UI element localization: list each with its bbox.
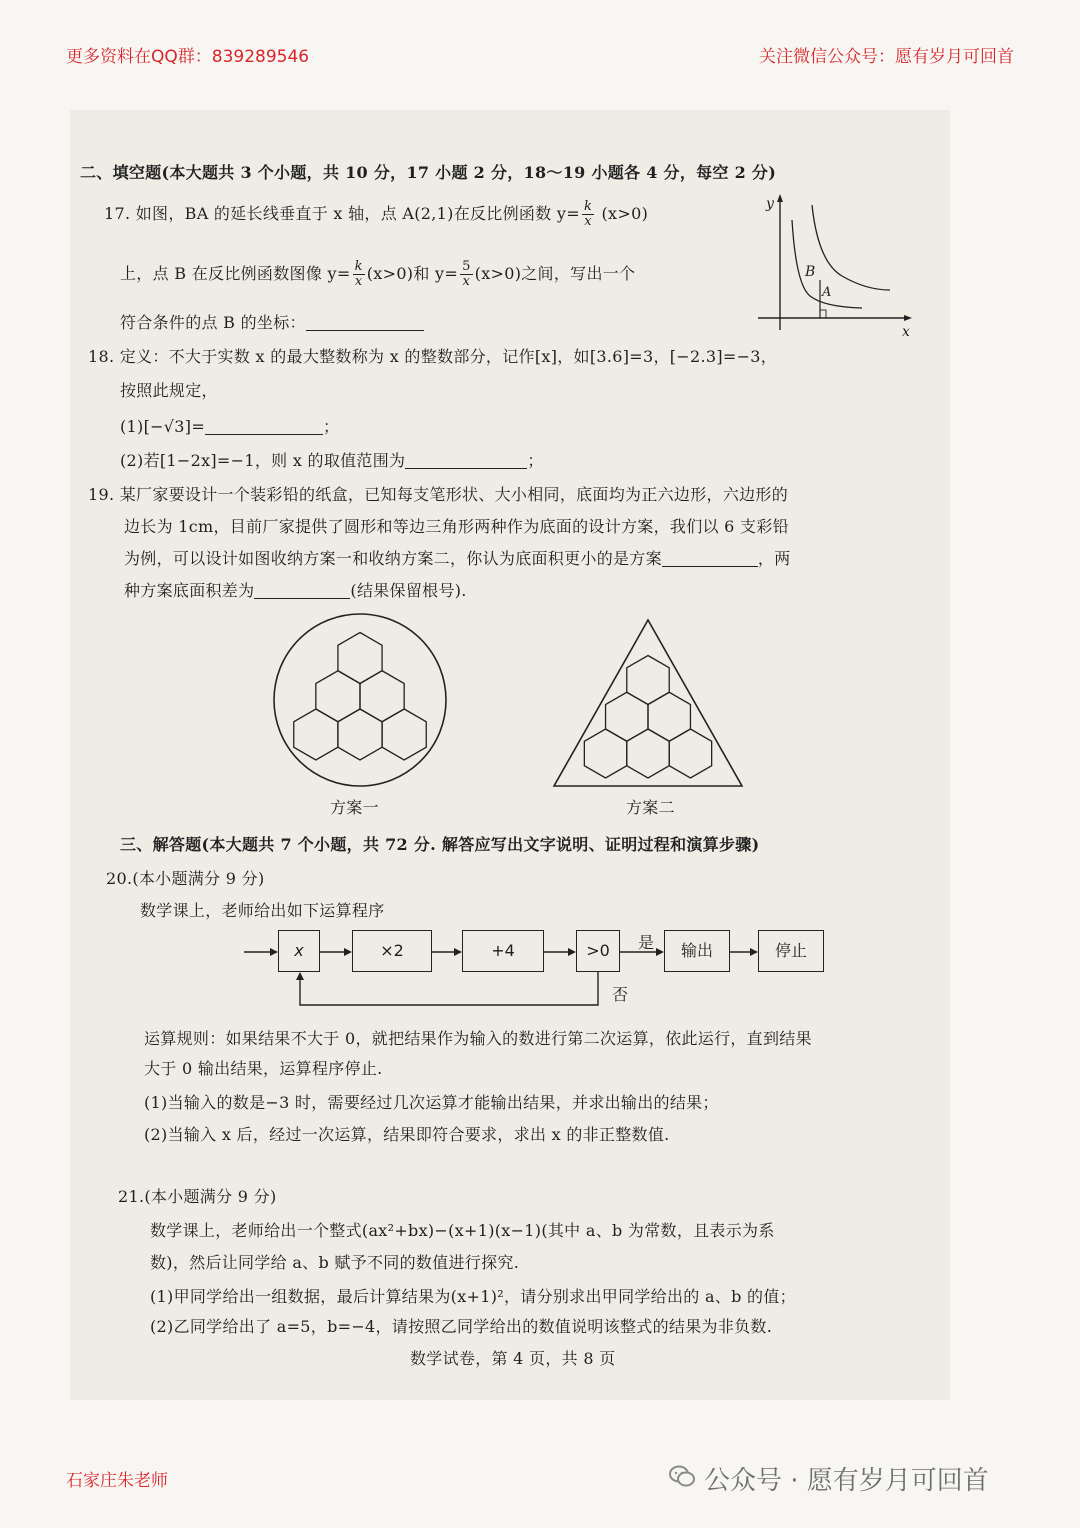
- frac-den: x: [354, 274, 363, 289]
- arrow-5-6-head: [750, 948, 758, 956]
- scheme2-figure: [552, 618, 744, 790]
- flow-box-input: x: [278, 930, 320, 972]
- q19-line1: 19. 某厂家要设计一个装彩铅的纸盒，已知每支笔形状、大小相同，底面均为正六边形，六边形的: [88, 485, 789, 504]
- q21-head: 21.(本小题满分 9 分): [118, 1187, 277, 1206]
- y-arrow: [777, 194, 783, 202]
- hexagon-2: [606, 692, 648, 741]
- arrow-1-2-head: [344, 948, 352, 956]
- page-footer: 数学试卷，第 4 页，共 8 页: [410, 1349, 616, 1368]
- q19-blank2[interactable]: [254, 582, 350, 599]
- label-x: x: [902, 324, 910, 340]
- q20-part1: (1)当输入的数是−3 时，需要经过几次运算才能输出结果，并求出输出的结果；: [144, 1093, 719, 1112]
- scheme2-caption: 方案二: [626, 798, 675, 817]
- right-angle-mark: [820, 310, 826, 318]
- q21-part1: (1)甲同学给出一组数据，最后计算结果为(x+1)²，请分别求出甲同学给出的 a、b 的值；: [150, 1287, 796, 1306]
- q21-part2: (2)乙同学给出了 a=5，b=−4，请按照乙同学给出的数值说明该整式的结果为非负数.: [150, 1317, 773, 1336]
- scheme1-caption: 方案一: [330, 798, 379, 817]
- q20-part2: (2)当输入 x 后，经过一次运算，结果即符合要求，求出 x 的非正整数值.: [144, 1125, 670, 1144]
- hexagon-1: [338, 633, 382, 684]
- q18-part2: [120, 448, 544, 471]
- q17-answer-blank[interactable]: [306, 314, 424, 331]
- q18-part1-end: ；: [323, 417, 340, 436]
- hexagon-2: [316, 671, 360, 722]
- section3-title: 三、解答题(本大题共 7 个小题，共 72 分. 解答应写出文字说明、证明过程和演算步骤): [120, 835, 760, 854]
- curve-outer: [812, 205, 890, 290]
- q17-line3-text: 符合条件的点 B 的坐标：: [120, 313, 306, 332]
- q18-part1: [120, 414, 339, 437]
- bottom-left-text: 石家庄朱老师: [66, 1471, 168, 1491]
- hexagon-4: [294, 709, 338, 760]
- q17-line2-text-b: (x>0)和 y=: [366, 264, 459, 283]
- q17-fraction-k-x: [582, 200, 594, 229]
- arrow-loop-head: [296, 972, 304, 980]
- q17-fraction2-k-x: [353, 260, 365, 289]
- flow-box-greater0: >0: [576, 930, 620, 972]
- label-A: A: [822, 285, 832, 300]
- hexagon-6: [669, 729, 711, 778]
- arrow-loop-back: [300, 972, 598, 1005]
- flow-box-output: 输出: [664, 930, 730, 972]
- wechat-icon: [668, 1462, 696, 1490]
- q17-line1-text: 17. 如图，BA 的延长线垂直于 x 轴，点 A(2,1)在反比例函数 y=: [104, 204, 580, 223]
- q18-part1-text: (1)[−√3]=: [120, 417, 206, 436]
- hexagon-5: [627, 729, 669, 778]
- q17-line1-domain: (x>0): [601, 204, 649, 223]
- q19-line4-end: (结果保留根号).: [350, 581, 467, 600]
- hexagon-6: [382, 709, 426, 760]
- frac-den: x: [584, 214, 592, 229]
- q17-line3: [120, 310, 424, 333]
- arrow-3-4-head: [568, 948, 576, 956]
- q17-graph: [750, 190, 920, 340]
- frac-num: k: [583, 199, 593, 214]
- header-right-text: 关注微信公众号：愿有岁月可回首: [759, 47, 1014, 67]
- flow-box-plus4: +4: [462, 930, 544, 972]
- q17-fraction-5-x: [460, 260, 473, 289]
- q19-line3-end: ，两: [757, 549, 791, 568]
- q20-rule1: 运算规则：如果结果不大于 0，就把结果作为输入的数进行第二次运算，依此运行，直到结果: [144, 1029, 812, 1048]
- q18-part2-text: (2)若[1−2x]=−1，则 x 的取值范围为: [120, 451, 406, 470]
- hexagon-3: [360, 671, 404, 722]
- arrow-2-3-head: [454, 948, 462, 956]
- arrow-yes-head: [656, 948, 664, 956]
- section2-title: 二、填空题(本大题共 3 个小题，共 10 分，17 小题 2 分，18～19 小题各 4 分，每空 2 分): [80, 163, 777, 182]
- q18-line2: 按照此规定，: [120, 381, 218, 400]
- q19-line2: 边长为 1cm，目前厂家提供了圆形和等边三角形两种作为底面的设计方案，我们以 6 支彩铅: [124, 517, 789, 536]
- label-y: y: [766, 196, 774, 212]
- hexagon-1: [627, 656, 669, 705]
- hexagon-5: [338, 709, 382, 760]
- q20-rule2: 大于 0 输出结果，运算程序停止.: [144, 1059, 383, 1078]
- q19-line4-text: 种方案底面积差为: [124, 581, 255, 600]
- q21-line1: 数学课上，老师给出一个整式(ax²+bx)−(x+1)(x−1)(其中 a、b 为常数，且表示为系: [150, 1221, 775, 1240]
- q18-part2-end: ；: [527, 451, 544, 470]
- hexagon-4: [584, 729, 626, 778]
- label-B: B: [805, 264, 816, 280]
- q18-part2-blank[interactable]: [405, 452, 527, 469]
- bottom-right-text: 公众号 · 愿有岁月可回首: [704, 1466, 989, 1496]
- q17-line2-text-a: 上，点 B 在反比例函数图像 y=: [120, 264, 351, 283]
- q17-line1: [104, 200, 648, 229]
- scheme1-hexagons: [294, 633, 427, 761]
- hexagon-3: [648, 692, 690, 741]
- scheme2-hexagons: [584, 656, 711, 779]
- q18-part1-blank[interactable]: [205, 418, 323, 435]
- arrow-in-head: [270, 948, 278, 956]
- flow-label-no: 否: [612, 985, 629, 1004]
- scheme2-triangle: [554, 620, 742, 786]
- q20-intro: 数学课上，老师给出如下运算程序: [140, 901, 385, 920]
- q21-line2: 数)，然后让同学给 a、b 赋予不同的数值进行探究.: [150, 1253, 520, 1272]
- q19-blank1[interactable]: [662, 550, 758, 567]
- q17-line2-text-c: (x>0)之间，写出一个: [474, 264, 636, 283]
- x-arrow: [904, 315, 912, 321]
- q18-line1: 18. 定义：不大于实数 x 的最大整数称为 x 的整数部分，记作[x]，如[3.6]=3，[−2.3]=−3，: [88, 347, 778, 366]
- frac-den: x: [462, 274, 471, 289]
- frac-num: k: [354, 259, 363, 274]
- q20-head: 20.(本小题满分 9 分): [106, 869, 265, 888]
- flow-label-yes: 是: [638, 933, 655, 952]
- q19-line4: [124, 578, 467, 601]
- scheme1-figure: [270, 610, 450, 790]
- q19-line3-text: 为例，可以设计如图收纳方案一和收纳方案二，你认为底面积更小的是方案: [124, 549, 662, 568]
- q17-line2: [120, 260, 635, 289]
- header-left-text: 更多资料在QQ群：839289546: [66, 47, 310, 67]
- flow-box-stop: 停止: [758, 930, 824, 972]
- q19-line3: [124, 546, 791, 569]
- frac-num: 5: [462, 259, 471, 274]
- flow-box-times2: ×2: [352, 930, 432, 972]
